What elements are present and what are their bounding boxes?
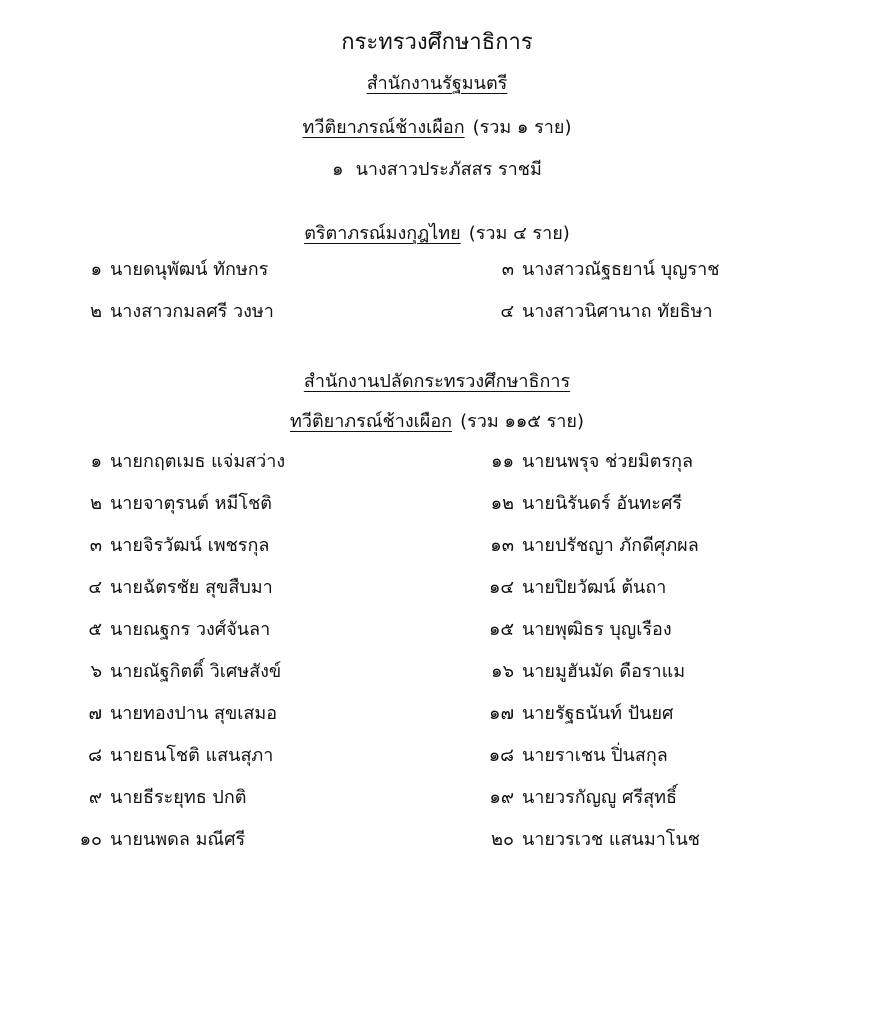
entry-name: นางสาวประภัสสร ราชมี [355, 159, 542, 180]
entry-name: นายณัฐกิตติ์ วิเศษสังข์ [110, 661, 282, 682]
list-item [470, 660, 685, 684]
list-item [470, 450, 693, 474]
ministry-title: กระทรวงศึกษาธิการ [341, 30, 533, 55]
award-heading: ทวีติยาภรณ์ช้างเผือก [302, 117, 465, 138]
list-item [470, 702, 673, 726]
list-item [470, 576, 666, 600]
entry-number: ๔ [500, 301, 514, 322]
award-total: (รวม ๑ ราย) [472, 117, 572, 138]
list-item [58, 786, 246, 810]
entry-name: นางสาวณัฐธยาน์ บุญราช [522, 259, 720, 280]
entry-number: ๑๒ [490, 493, 514, 514]
entry-name: นายราเชน ปิ่นสกุล [522, 745, 668, 766]
award-total: (รวม ๔ ราย) [468, 223, 570, 244]
list-item [470, 300, 713, 324]
entry-number: ๑ [90, 451, 102, 472]
award-total: (รวม ๑๑๕ ราย) [460, 411, 584, 432]
list-item [58, 258, 268, 282]
entry-number: ๑๙ [489, 787, 514, 808]
entry-name: นายวรเวช แสนมาโนช [522, 829, 700, 850]
list-item [58, 450, 285, 474]
entry-name: นายพุฒิธร บุญเรือง [522, 619, 672, 640]
entry-name: นางสาวนิศานาถ ทัยธิษา [522, 301, 713, 322]
entry-name: นายปิยวัฒน์ ต้นถา [522, 577, 667, 598]
entry-number: ๑๘ [488, 745, 514, 766]
award-heading: ทวีติยาภรณ์ช้างเผือก [289, 411, 453, 432]
entry-number: ๒๐ [491, 829, 514, 850]
list-item [58, 534, 269, 558]
list-item [58, 576, 273, 600]
entry-name: นายจาตุรนต์ หมีโชติ [110, 493, 272, 514]
list-item [470, 492, 682, 516]
entry-name: นายธีระยุทธ ปกติ [110, 787, 247, 808]
entry-number: ๑๑ [491, 451, 514, 472]
list-item [470, 744, 668, 768]
entry-name: นายจิรวัฒน์ เพชรกุล [110, 535, 270, 556]
entry-name: นายนพรุจ ช่วยมิตรกุล [522, 451, 694, 472]
entry-name: นายฉัตรชัย สุขสืบมา [110, 577, 273, 598]
entry-number: ๑ [90, 259, 102, 280]
entry-name: นายมูฮันมัด ดือราแม [522, 661, 686, 682]
list-item [58, 492, 272, 516]
entry-number: ๕ [88, 619, 102, 640]
entry-number: ๑ [332, 159, 344, 180]
entry-number: ๒ [90, 301, 102, 322]
award-heading: ตริตาภรณ์มงกุฎไทย [304, 223, 461, 244]
list-item [470, 618, 672, 642]
list-item [58, 618, 270, 642]
list-item [58, 744, 273, 768]
entry-name: นายกฤตเมธ แจ่มสว่าง [110, 451, 286, 472]
entry-number: ๑๔ [488, 577, 514, 598]
entry-name: นายนิรันดร์ อันทะศรี [522, 493, 683, 514]
entry-name: นายรัฐธนันท์ ปันยศ [522, 703, 674, 724]
list-item [58, 300, 274, 324]
entry-number: ๖ [90, 661, 102, 682]
entry-name: นายปรัชญา ภักดีศุภผล [522, 535, 699, 556]
single-entry [0, 154, 874, 183]
entry-name: นายณฐกร วงศ์จันลา [110, 619, 271, 640]
entry-name: นางสาวกมลศรี วงษา [110, 301, 274, 322]
list-item [470, 534, 699, 558]
list-item [58, 702, 277, 726]
entry-number: ๒ [90, 493, 102, 514]
entry-number: ๑๐ [79, 829, 102, 850]
entry-number: ๑๖ [491, 661, 514, 682]
entry-number: ๙ [88, 787, 102, 808]
list-item [470, 828, 700, 852]
entry-number: ๔ [88, 577, 102, 598]
entry-name: นายดนุพัฒน์ ทักษกร [110, 259, 269, 280]
list-item [58, 660, 281, 684]
entry-number: ๑๓ [490, 535, 514, 556]
list-item [470, 258, 719, 282]
entry-number: ๗ [88, 703, 102, 724]
entry-number: ๑๗ [489, 703, 514, 724]
list-item [58, 828, 245, 852]
entry-number: ๘ [88, 745, 102, 766]
entry-name: นายวรกัญญู ศรีสุทธิ์ [522, 787, 677, 808]
office-heading: สำนักงานรัฐมนตรี [366, 73, 508, 94]
entry-name: นายทองปาน สุขเสมอ [110, 703, 278, 724]
entry-name: นายธนโชติ แสนสุภา [110, 745, 274, 766]
office-heading: สำนักงานปลัดกระทรวงศึกษาธิการ [303, 371, 571, 392]
entry-name: นายนพดล มณีศรี [110, 829, 246, 850]
list-item [470, 786, 677, 810]
entry-number: ๓ [501, 259, 514, 280]
entry-number: ๓ [89, 535, 102, 556]
entry-number: ๑๕ [488, 619, 514, 640]
